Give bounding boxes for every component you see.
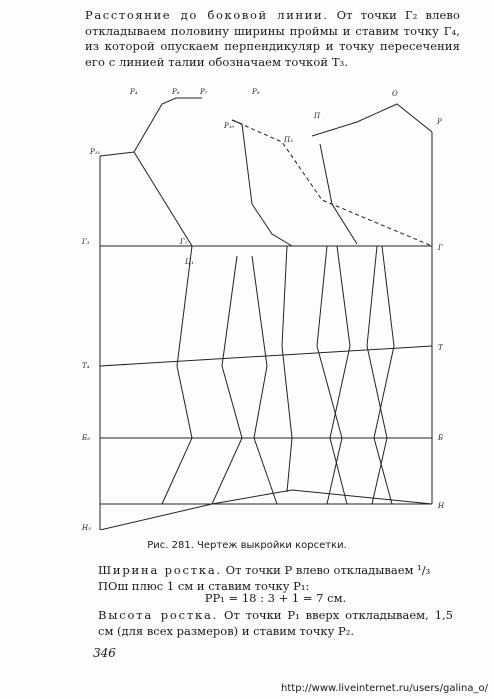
svg-text:Г₇: Г₇: [180, 238, 188, 246]
dart-3: [252, 256, 277, 504]
intro-paragraph: [85, 8, 460, 70]
svg-text:П: П: [314, 112, 321, 120]
svg-text:Ц₁: Ц₁: [185, 258, 194, 266]
intro-lead: Расстояние до боковой линии.: [85, 8, 329, 22]
dashed-guide: [232, 120, 432, 246]
svg-text:Н₅: Н₅: [82, 524, 91, 530]
svg-text:Б: Б: [438, 434, 444, 442]
svg-text:P₁₀: P₁₀: [224, 122, 235, 130]
hem-curve: [100, 490, 432, 530]
back-armhole-line: [134, 152, 192, 246]
svg-text:P₇: P₇: [200, 88, 208, 96]
para2-lead: Высота ростка.: [98, 608, 219, 622]
svg-text:Т₄: Т₄: [82, 362, 90, 370]
page-number: 346: [93, 646, 116, 660]
dart-1: [162, 246, 192, 504]
svg-text:Г: Г: [438, 244, 443, 252]
svg-text:P₁₁: P₁₁: [90, 148, 101, 156]
para1-lead: Ширина ростка.: [98, 563, 222, 577]
svg-text:Т: Т: [438, 344, 443, 352]
corset-pattern-drawing: [82, 84, 462, 530]
svg-text:Б₃: Б₃: [82, 434, 90, 442]
back-neck-shoulder: [100, 98, 202, 156]
para1-text: От точки Р влево откладываем ¹/₃ ПОш плюс 1 см и ставим точку Р₁:: [98, 563, 431, 593]
paragraph-height: [98, 608, 453, 639]
svg-text:P₆: P₆: [172, 88, 180, 96]
formula: РР₁ = 18 : 3 + 1 = 7 см.: [204, 591, 347, 605]
pattern-svg: [82, 84, 462, 530]
figure-caption: Рис. 281. Чертеж выкройки корсетки.: [147, 540, 347, 551]
svg-text:Н: Н: [438, 502, 445, 510]
dart-8: [374, 246, 394, 504]
svg-text:Г₃: Г₃: [82, 238, 90, 246]
dart-4: [282, 246, 292, 492]
dart-7: [367, 246, 387, 504]
svg-text:П₃: П₃: [284, 136, 293, 144]
side-curve: [320, 144, 357, 244]
para2-text: От точки Р₁ вверх откладываем, 1,5 см (для всех размеров) и ставим точку Р₂.: [98, 608, 453, 638]
dart-2: [212, 256, 242, 504]
footer-url[interactable]: http://www.liveinternet.ru/users/galina_o/: [281, 683, 488, 694]
svg-text:P: P: [437, 118, 442, 126]
svg-text:P₄: P₄: [130, 88, 138, 96]
svg-text:P₈: P₈: [252, 88, 260, 96]
dart-5: [317, 246, 342, 504]
front-armhole: [232, 120, 292, 246]
front-shoulder: [312, 104, 432, 136]
svg-text:O: O: [392, 90, 398, 98]
intro-text: От точки Г₂ влево откладываем половину ширины проймы и ставим точку Г₄, из которой опускаем перпендикуляр и точку пересечения его с линией талии обозначаем точкой Т₃.: [85, 8, 460, 69]
paragraph-width: [98, 563, 453, 594]
dart-6: [330, 246, 350, 504]
